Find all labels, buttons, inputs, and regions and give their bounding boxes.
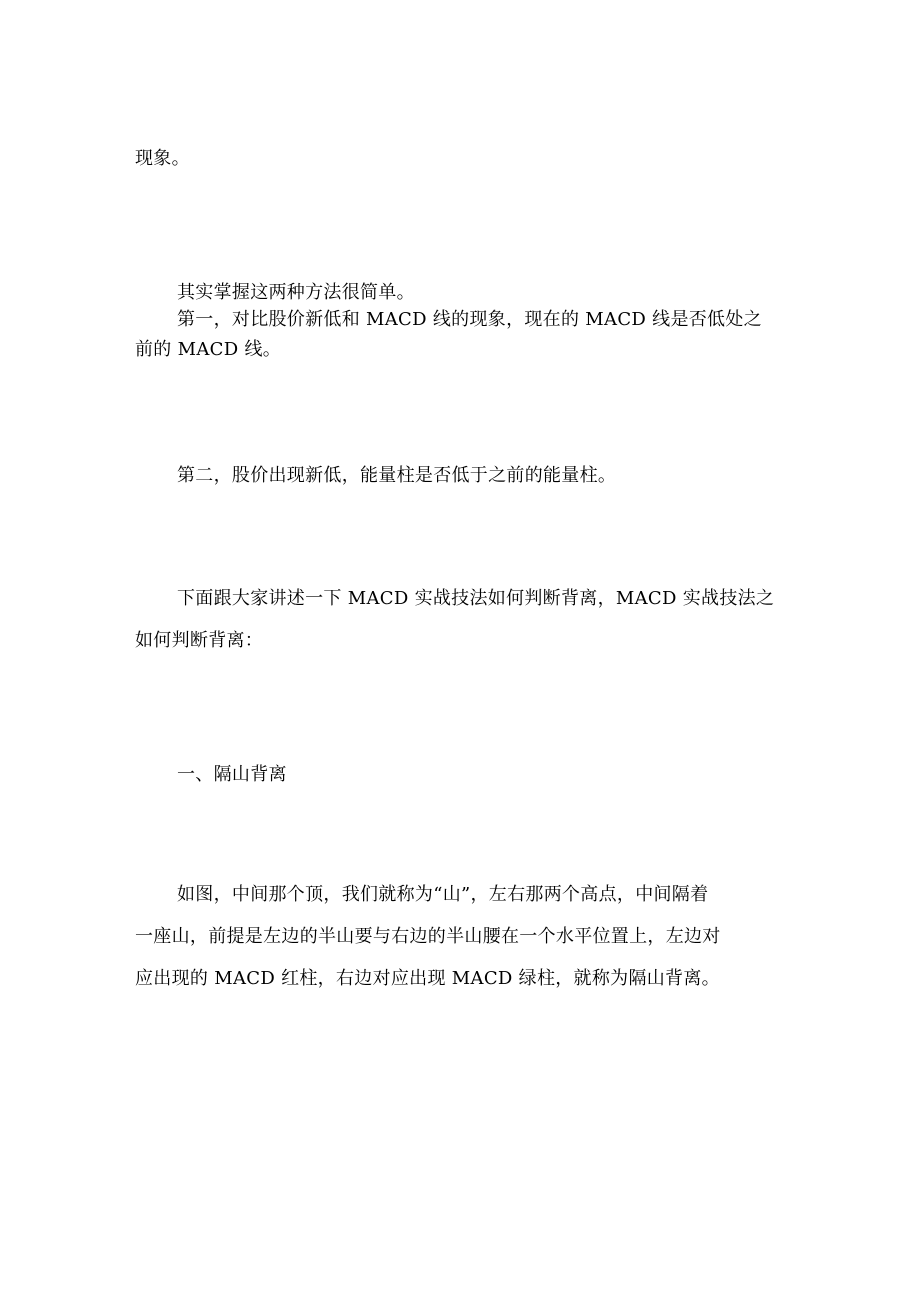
paragraph-explanation xyxy=(135,874,780,1000)
text-line: 现象。 xyxy=(135,148,190,169)
paragraph-second-method xyxy=(135,463,780,489)
text-line: 前的 MACD 线。 xyxy=(135,339,282,360)
text-line: 应出现的 MACD 红柱，右边对应出现 MACD 绿柱，就称为隔山背离。 xyxy=(135,968,720,989)
text-line: 一座山，前提是左边的半山要与右边的半山腰在一个水平位置上，左边对 xyxy=(135,926,721,947)
text-line: 第一，对比股价新低和 MACD 线的现象，现在的 MACD 线是否低处之 xyxy=(177,309,762,330)
paragraph-continuation xyxy=(135,146,780,172)
paragraph-first-method xyxy=(135,307,780,363)
paragraph-intro xyxy=(135,280,780,306)
text-line: 如何判断背离： xyxy=(135,630,264,651)
text-line: 下面跟大家讲述一下 MACD 实战技法如何判断背离，MACD 实战技法之 xyxy=(177,588,775,609)
text-line: 其实掌握这两种方法很简单。 xyxy=(177,282,415,303)
section-heading xyxy=(135,762,780,788)
paragraph-macd-intro xyxy=(135,578,780,662)
text-line: 第二，股价出现新低，能量柱是否低于之前的能量柱。 xyxy=(177,465,617,486)
text-line: 如图，中间那个顶，我们就称为“山”，左右那两个高点，中间隔着 xyxy=(177,884,709,905)
text-line: 一、隔山背离 xyxy=(177,764,287,785)
